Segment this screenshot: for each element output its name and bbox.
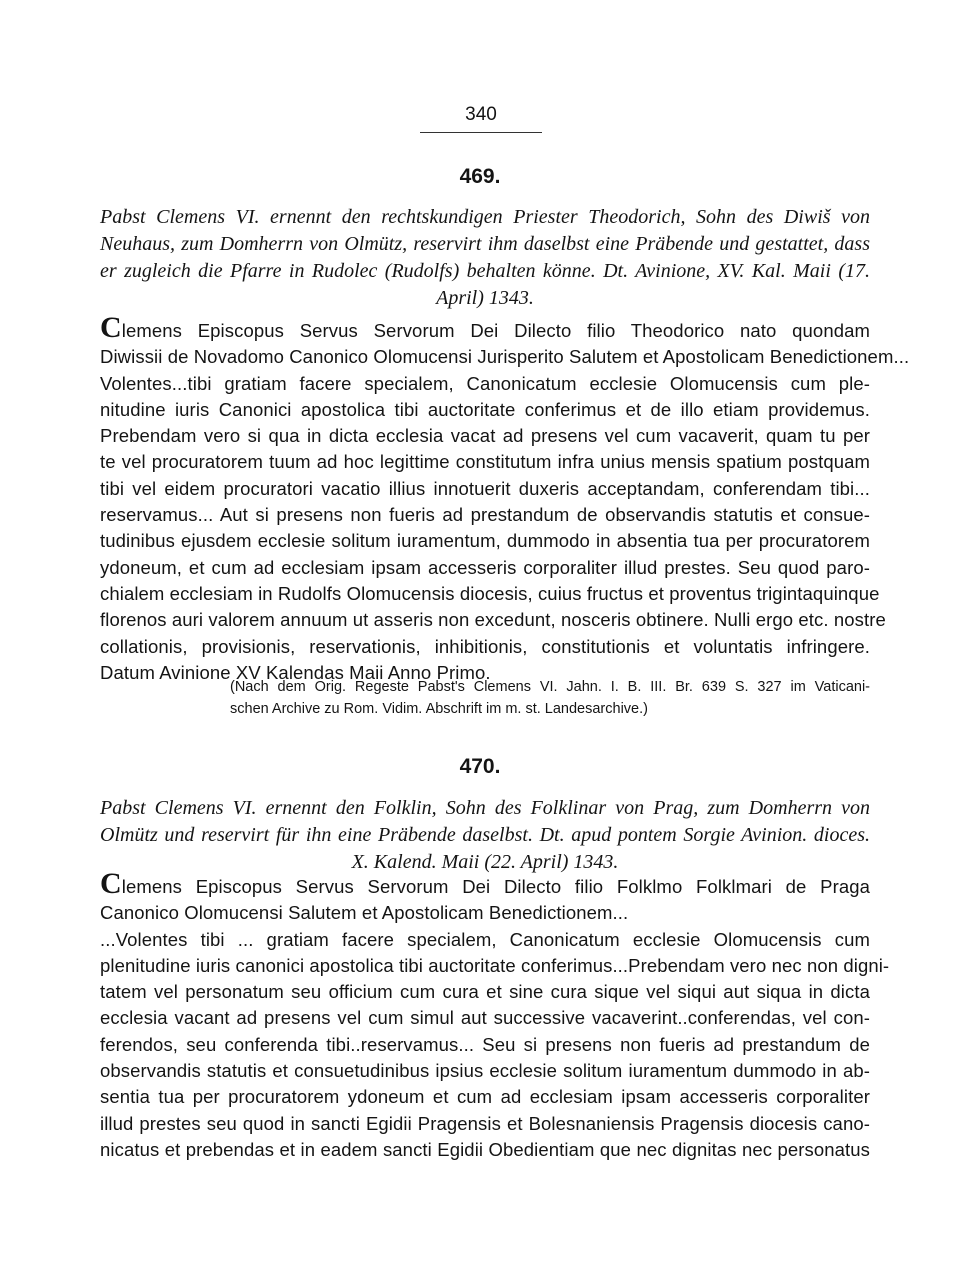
entry-summary: Pabst Clemens VI. ernennt den rechtskundigen Priester Theodorich, Sohn des Diwiš von Neuhaus, zum Domherrn von Olmütz, reservirt ihm daselbst eine Präbende und gestattet, dass er zugleich die Pfarre in Rudolec (Rudolfs) behalten könne. Dt. Avinione, XV. Kal. Maii (17. April) 1343. [100,206,870,309]
body-line: Datum Avinione XV Kalendas Maii Anno Primo. [100,661,491,683]
body-line: nitudine iuris Canonici apostolica tibi auctoritate conferimus et de illo etiam providemus. [100,398,870,420]
page-number: 340 [465,104,497,125]
body-line-text: lemens Episcopus Servus Servorum Dei Dilecto filio Folklmo Folklmari de Praga [121,876,870,897]
body-line: chialem ecclesiam in Rudolfs Olomucensis diocesis, cuius fructus et proventus trigintaquinque [100,582,880,604]
body-line: illud prestes seu quod in sancti Egidii Pragensis et Bolesnaniensis Pragensis diocesis cano- [100,1112,870,1134]
entry-number: 469. [459,165,501,188]
source-line: schen Archive zu Rom. Vidim. Abschrift im m. st. Landesarchive.) [230,701,648,717]
body-line: Prebendam vero si qua in dicta ecclesia vacat ad presens vel cum vacaverit, quam tu per [100,425,870,447]
entry-summary: Pabst Clemens VI. ernennt den Folklin, Sohn des Folklinar von Prag, zum Domherrn von Olmütz und reservirt für ihn eine Präbende daselbst. Dt. apud pontem Sorgie Avinion. dioces. X. Kalend. Maii (22. April) 1343. [100,797,870,873]
body-line: ecclesia vacant ad presens vel cum simul aut successive vacaverint..conferendas, vel con- [100,1007,870,1029]
entry-number: 470. [459,755,501,778]
body-line: plenitudine iuris canonici apostolica tibi auctoritate conferimus...Prebendam vero nec non digni- [100,954,890,976]
header-rule [420,132,542,133]
drop-cap: C [100,311,122,344]
body-line: florenos auri valorem annuum ut asseris non excedunt, nosceris obtinere. Nulli ergo etc. nostre [100,609,886,631]
body-line: Volentes...tibi gratiam facere specialem, Canonicatum ecclesie Olomucensis cum ple- [100,372,870,394]
body-line: nicatus et prebendas et in eadem sancti Egidii Obedientiam que nec dignitas nec personatus [100,1138,870,1160]
body-line-text: lemens Episcopus Servus Servorum Dei Dilecto filio Theodorico nato quondam [121,320,870,341]
body-line: ydoneum, et cum ad ecclesiam ipsam accesseris corporaliter illud prestes. Seu quod paro- [100,556,870,578]
body-line: sentia tua per procuratorem ydoneum et cum ad ecclesiam ipsam accesseris corporaliter [100,1086,870,1108]
body-line: ferendos, seu conferenda tibi..reservamus... Seu si presens non fueris ad prestandum de [100,1033,870,1055]
body-line: collationis, provisionis, reservationis, inhibitionis, constitutionis et voluntatis infringere. [100,635,870,657]
body-line: Canonico Olomucensi Salutem et Apostolicam Benedictionem... [100,902,629,924]
body-line: tibi vel eidem procuratori vacatio illius innotuerit duxeris acceptandam, conferendam tibi... [100,477,870,499]
body-line: tatem vel personatum seu officium cum cura et sine cura sique vel siqui aut siqua in dicta [100,981,870,1003]
body-line: observandis statutis et consuetudinibus ipsius ecclesie solitum iuramentum dummodo in ab- [100,1060,870,1082]
source-note [230,676,870,720]
drop-cap: C [100,867,122,900]
body-line [100,867,870,900]
body-line: reservamus... Aut si presens non fueris ad prestandum de observandis statutis et consue- [100,504,870,526]
source-line: (Nach dem Orig. Regeste Pabst's Clemens VI. Jahn. I. B. III. Br. 639 S. 327 im Vaticani- [230,679,870,695]
body-line: Diwissii de Novadomo Canonico Olomucensi Jurisperito Salutem et Apostolicam Benedictionem... [100,346,910,368]
entry-body [100,311,910,686]
body-line [100,311,870,344]
body-line: te vel procuratorem tuum ad hoc legittime constitutum infra unius mensis spatium postquam [100,451,870,473]
body-line: ...Volentes tibi ... gratiam facere specialem, Canonicatum ecclesie Olomucensis cum [100,928,870,950]
entry-body [100,867,890,1163]
body-line: tudinibus ejusdem ecclesie solitum iuramentum, dummodo in absentia tua per procuratorem [100,530,870,552]
